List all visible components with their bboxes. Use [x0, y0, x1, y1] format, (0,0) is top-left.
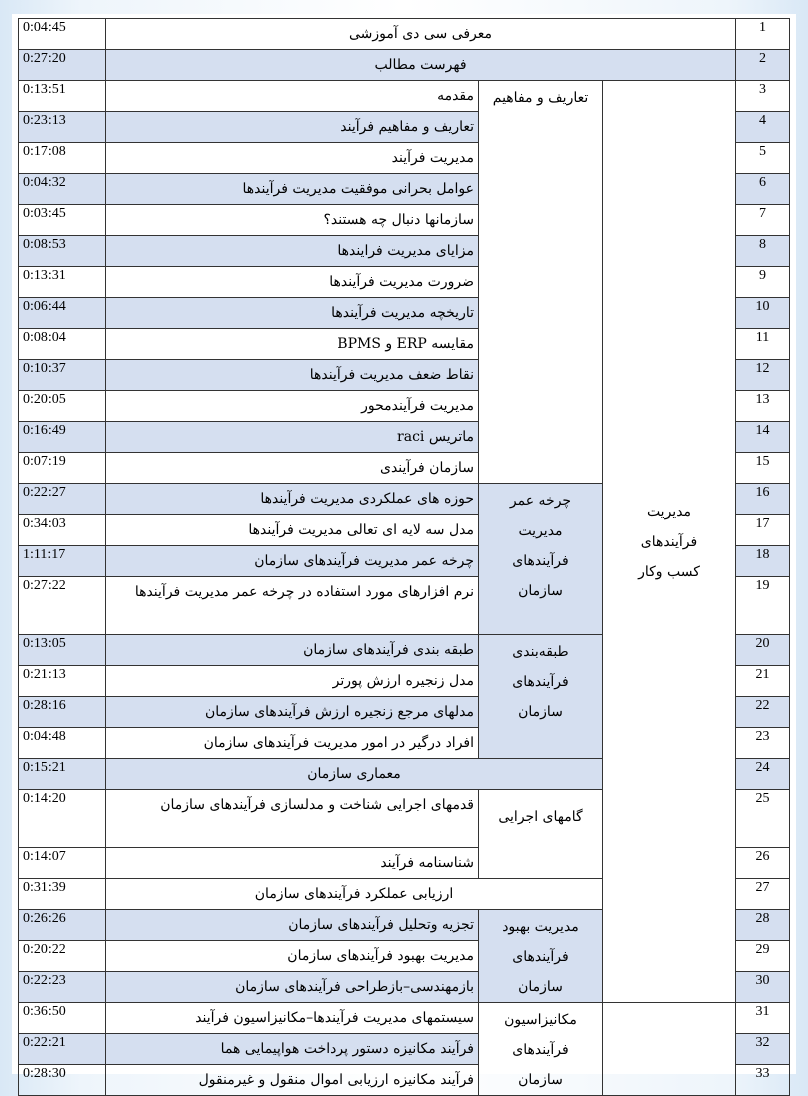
- title-cell: تاریخچه مدیریت فرآیندها: [106, 298, 479, 329]
- row-number-cell: 22: [736, 697, 790, 728]
- row-number-cell: 2: [736, 50, 790, 81]
- duration-cell: 0:03:45: [19, 205, 106, 236]
- row-number-cell: 12: [736, 360, 790, 391]
- duration-cell: 0:04:32: [19, 174, 106, 205]
- title-cell: تعاریف و مفاهیم فرآیند: [106, 112, 479, 143]
- group-cell: مدیریت فرآیندهای کسب وکار: [603, 81, 736, 1003]
- table-row: [19, 81, 790, 112]
- title-cell: مدیریت فرآیندمحور: [106, 391, 479, 422]
- row-number-cell: 28: [736, 910, 790, 941]
- category-cell-classification: طبقه‌بندی فرآیندهای سازمان: [479, 635, 603, 759]
- title-cell: چرخه عمر مدیریت فرآیندهای سازمان: [106, 546, 479, 577]
- title-cell: مدلهای مرجع زنجیره ارزش فرآیندهای سازمان: [106, 697, 479, 728]
- title-cell: نقاط ضعف مدیریت فرآیندها: [106, 360, 479, 391]
- table-row: [19, 1003, 790, 1034]
- row-number-cell: 3: [736, 81, 790, 112]
- duration-cell: 0:04:48: [19, 728, 106, 759]
- title-cell: قدمهای اجرایی شناخت و مدلسازی فرآیندهای سازمان: [106, 790, 479, 848]
- course-table-frame: [12, 14, 796, 1088]
- title-cell: نرم افزارهای مورد استفاده در چرخه عمر مدیریت فرآیندها: [106, 577, 479, 635]
- table-row: [19, 50, 790, 81]
- duration-cell: 0:10:37: [19, 360, 106, 391]
- title-cell: سازمانها دنبال چه هستند؟: [106, 205, 479, 236]
- title-cell: مقایسه ERP و BPMS: [106, 329, 479, 360]
- title-cell: طبقه بندی فرآیندهای سازمان: [106, 635, 479, 666]
- duration-cell: 0:22:27: [19, 484, 106, 515]
- duration-cell: 0:26:26: [19, 910, 106, 941]
- row-number-cell: 6: [736, 174, 790, 205]
- duration-cell: 0:27:22: [19, 577, 106, 635]
- row-number-cell: 4: [736, 112, 790, 143]
- group-cell-empty: [603, 1003, 736, 1096]
- duration-cell: 0:17:08: [19, 143, 106, 174]
- title-cell: ماتریس raci: [106, 422, 479, 453]
- duration-cell: 0:13:51: [19, 81, 106, 112]
- duration-cell: 0:27:20: [19, 50, 106, 81]
- title-cell: مزایای مدیریت فرایندها: [106, 236, 479, 267]
- row-number-cell: 23: [736, 728, 790, 759]
- duration-cell: 0:31:39: [19, 879, 106, 910]
- duration-cell: 0:16:49: [19, 422, 106, 453]
- title-cell: بازمهندسی–بازطراحی فرآیندهای سازمان: [106, 972, 479, 1003]
- title-cell: شناسنامه فرآیند: [106, 848, 479, 879]
- duration-cell: 0:34:03: [19, 515, 106, 546]
- category-cell-steps: گامهای اجرایی: [479, 790, 603, 879]
- category-cell-improvement: مدیریت بهبود فرآیندهای سازمان: [479, 910, 603, 1003]
- category-cell-lifecycle: چرخه عمر مدیریت فرآیندهای سازمان: [479, 484, 603, 635]
- row-number-cell: 32: [736, 1034, 790, 1065]
- duration-cell: 0:08:53: [19, 236, 106, 267]
- duration-cell: 0:15:21: [19, 759, 106, 790]
- duration-cell: 0:07:19: [19, 453, 106, 484]
- row-number-cell: 26: [736, 848, 790, 879]
- table-row: [19, 19, 790, 50]
- title-cell: مدل سه لایه ای تعالی مدیریت فرآیندها: [106, 515, 479, 546]
- row-number-cell: 27: [736, 879, 790, 910]
- duration-cell: 0:06:44: [19, 298, 106, 329]
- duration-cell: 1:11:17: [19, 546, 106, 577]
- duration-cell: 0:21:13: [19, 666, 106, 697]
- row-number-cell: 18: [736, 546, 790, 577]
- title-cell: سیستمهای مدیریت فرآیندها–مکانیزاسیون فرآیند: [106, 1003, 479, 1034]
- row-number-cell: 10: [736, 298, 790, 329]
- row-number-cell: 24: [736, 759, 790, 790]
- row-number-cell: 11: [736, 329, 790, 360]
- row-number-cell: 7: [736, 205, 790, 236]
- duration-cell: 0:14:07: [19, 848, 106, 879]
- title-cell: مدیریت فرآیند: [106, 143, 479, 174]
- title-cell: سازمان فرآیندی: [106, 453, 479, 484]
- title-cell: تجزیه وتحلیل فرآیندهای سازمان: [106, 910, 479, 941]
- duration-cell: 0:22:23: [19, 972, 106, 1003]
- row-number-cell: 19: [736, 577, 790, 635]
- row-number-cell: 5: [736, 143, 790, 174]
- row-number-cell: 25: [736, 790, 790, 848]
- row-number-cell: 15: [736, 453, 790, 484]
- title-cell: معرفی سی دی آموزشی: [106, 19, 736, 50]
- duration-cell: 0:20:22: [19, 941, 106, 972]
- title-cell: مدل زنجیره ارزش پورتر: [106, 666, 479, 697]
- duration-cell: 0:13:31: [19, 267, 106, 298]
- title-cell: حوزه های عملکردی مدیریت فرآیندها: [106, 484, 479, 515]
- duration-cell: 0:23:13: [19, 112, 106, 143]
- duration-cell: 0:14:20: [19, 790, 106, 848]
- title-cell: افراد درگیر در امور مدیریت فرآیندهای سازمان: [106, 728, 479, 759]
- row-number-cell: 9: [736, 267, 790, 298]
- duration-cell: 0:08:04: [19, 329, 106, 360]
- row-number-cell: 33: [736, 1065, 790, 1096]
- row-number-cell: 13: [736, 391, 790, 422]
- row-number-cell: 20: [736, 635, 790, 666]
- title-cell: معماری سازمان: [106, 759, 603, 790]
- duration-cell: 0:13:05: [19, 635, 106, 666]
- duration-cell: 0:22:21: [19, 1034, 106, 1065]
- row-number-cell: 31: [736, 1003, 790, 1034]
- title-cell: فرآیند مکانیزه دستور پرداخت هواپیمایی هما: [106, 1034, 479, 1065]
- duration-cell: 0:20:05: [19, 391, 106, 422]
- row-number-cell: 1: [736, 19, 790, 50]
- row-number-cell: 30: [736, 972, 790, 1003]
- row-number-cell: 16: [736, 484, 790, 515]
- row-number-cell: 21: [736, 666, 790, 697]
- category-cell-definitions: تعاریف و مفاهیم: [479, 81, 603, 484]
- row-number-cell: 8: [736, 236, 790, 267]
- title-cell: مقدمه: [106, 81, 479, 112]
- category-cell-mechanization: مکانیزاسیون فرآیندهای سازمان: [479, 1003, 603, 1096]
- course-table: [18, 18, 790, 1096]
- title-cell: فهرست مطالب: [106, 50, 736, 81]
- title-cell: مدیریت بهبود فرآیندهای سازمان: [106, 941, 479, 972]
- title-cell: فرآیند مکانیزه ارزیابی اموال منقول و غیرمنقول: [106, 1065, 479, 1096]
- duration-cell: 0:28:30: [19, 1065, 106, 1096]
- duration-cell: 0:28:16: [19, 697, 106, 728]
- title-cell: ضرورت مدیریت فرآیندها: [106, 267, 479, 298]
- row-number-cell: 17: [736, 515, 790, 546]
- title-cell: ارزیابی عملکرد فرآیندهای سازمان: [106, 879, 603, 910]
- duration-cell: 0:36:50: [19, 1003, 106, 1034]
- row-number-cell: 29: [736, 941, 790, 972]
- row-number-cell: 14: [736, 422, 790, 453]
- title-cell: عوامل بحرانی موفقیت مدیریت فرآیندها: [106, 174, 479, 205]
- duration-cell: 0:04:45: [19, 19, 106, 50]
